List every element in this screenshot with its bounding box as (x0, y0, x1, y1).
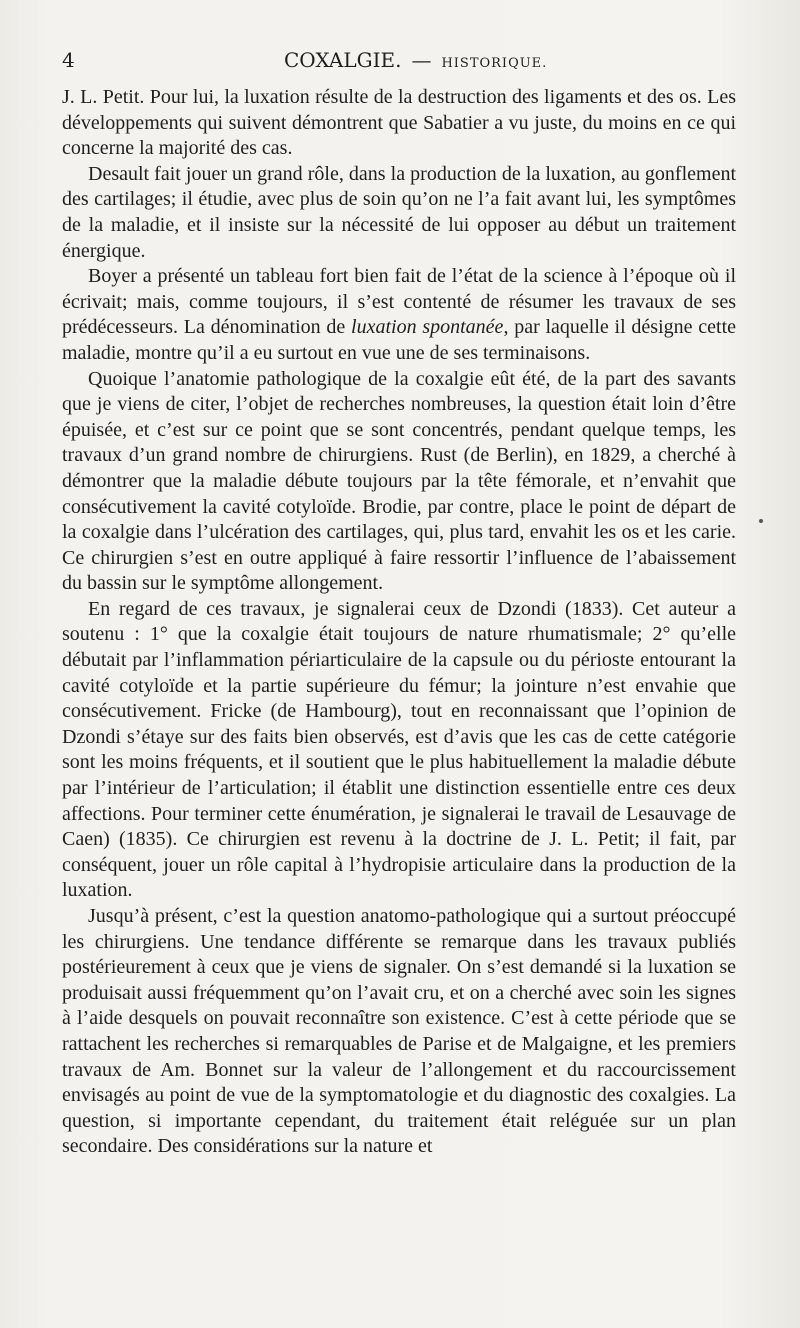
paragraph (62, 597, 736, 904)
text-segment: J. L. Petit. Pour lui, la luxation résulte de la destruction des ligaments et des os. Les développements qui suivent démontrent que Sabatier a vu juste, du moins en ce qui concerne la majorité des cas. (62, 86, 736, 160)
text-segment: , par laquelle il désigne cette maladie, montre qu’il a eu surtout en vue une de ses terminaisons. (62, 316, 737, 364)
title-dash: — (411, 48, 432, 72)
paragraph (62, 264, 736, 366)
paragraph (62, 85, 736, 162)
paragraph (62, 904, 736, 1160)
text-segment: Boyer a présenté un tableau fort bien fait de l’état de la science à l’époque où il écrivait; mais, comme toujours, il s’est contenté de résumer les travaux de ses prédécesseurs. La dénomination de (62, 265, 736, 339)
italic-text: luxation spontanée (351, 316, 504, 339)
text-segment: Desault fait jouer un grand rôle, dans la production de la luxation, au gonflement des cartilages; il étudie, avec plus de soin qu’on ne l’a fait avant lui, les symptômes de la maladie, et il insiste sur la nécessité de lui opposer au début un traitement énergique. (62, 162, 736, 262)
running-title (284, 46, 547, 78)
text-segment: En regard de ces travaux, je signalerai ceux de Dzondi (1833). Cet auteur a soutenu : 1° que la coxalgie était toujours de nature rhumatismale; 2° qu’elle débutait par l’inflammation périarticulaire de la capsule ou du périoste entourant la cavité cotyloïde et la partie supérieure du fémur; la jointure n’est envahie que consécutivement. Fricke (de Hambourg), tout en reconnaissant que l’opinion de Dzondi s’étaye sur des faits bien observés, est d’avis que les cas de cette catégorie sont les moins fréquents, et il soutient que le plus habituellement la maladie débute par l’intérieur de l’articulation; il établit une distinction essentielle entre ces deux affections. Pour terminer cette énumération, je signalerai le travail de Lesauvage de Caen) (1835). Ce chirurgien est revenu à la doctrine de J. L. Petit; il fait, par conséquent, jouer un rôle capital à l’hydropisie articulaire dans la production de la luxation. (62, 597, 736, 902)
text-segment: Quoique l’anatomie pathologique de la coxalgie eût été, de la part des savants que je viens de citer, l’objet de recherches nombreuses, la question était loin d’être épuisée, et c’est sur ce point que se sont concentrés, pendant quelque temps, les travaux d’un grand nombre de chirurgiens. Rust (de Berlin), en 1829, a cherché à démontrer que la maladie débute toujours par la tête fémorale, et n’envahit que consécutivement la cavité cotyloïde. Brodie, par contre, place le point de départ de la coxalgie dans l’ulcération des cartilages, qui, plus tard, envahit les os et les carie. Ce chirurgien s’est en outre appliqué à faire ressortir l’influence de l’abaissement du bassin sur le symptôme allongement. (62, 367, 736, 595)
running-header (62, 46, 738, 78)
text-segment: Jusqu’à présent, c’est la question anatomo-pathologique qui a surtout préoccupé les chirurgiens. Une tendance différente se remarque dans les travaux publiés postérieurement à ceux que je viens de signaler. On s’est demandé si la luxation se produisait aussi fréquemment qu’on l’avait cru, et on a cherché avec soin les signes à l’aide desquels on pouvait reconnaître son existence. C’est à cette période que se rattachent les recherches si remarquables de Parise et de Malgaigne, et les premiers travaux de Am. Bonnet sur la valeur de l’allongement et du raccourcissement envisagés au point de vue de la symptomatologie et du diagnostic des coxalgies. La question, si importante cependant, du traitement était reléguée sur un plan secondaire. Des considérations sur la nature et (62, 905, 736, 1158)
paragraph (62, 367, 736, 597)
section-title: HISTORIQUE. (441, 56, 548, 71)
paragraph (62, 162, 736, 264)
page-number: 4 (62, 48, 75, 72)
chapter-title: COXALGIE. (284, 48, 402, 72)
body-text (62, 85, 736, 1160)
ink-speck (759, 519, 763, 523)
